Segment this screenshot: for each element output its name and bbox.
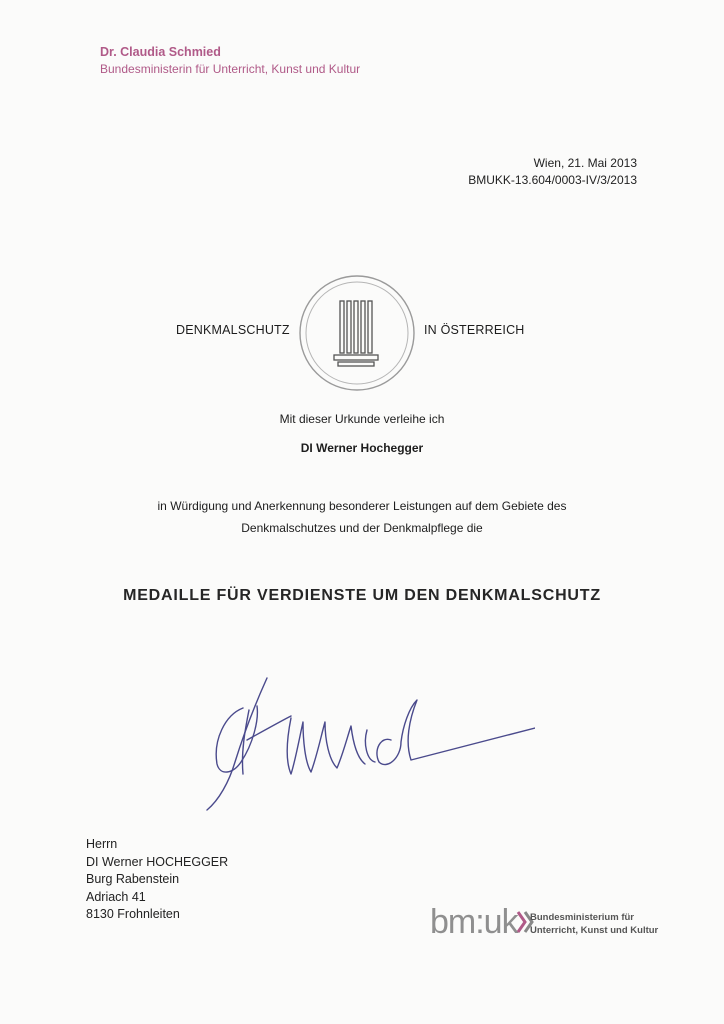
date-reference-block bbox=[468, 155, 637, 189]
recipient-name: DI Werner Hochegger bbox=[300, 441, 424, 455]
intro-text: Mit dieser Urkunde verleihe ich bbox=[279, 412, 445, 426]
recipient-address bbox=[86, 836, 228, 924]
ministry-logo bbox=[430, 902, 680, 942]
sender-title: Bundesministerin für Unterricht, Kunst und Kultur bbox=[100, 62, 361, 76]
monument-columns-icon bbox=[298, 274, 416, 392]
logo-line-1: Bundesministerium für bbox=[530, 912, 634, 923]
reason-text bbox=[0, 495, 724, 539]
award-title: MEDAILLE FÜR VERDIENSTE UM DEN DENKMALSCHUTZ bbox=[123, 587, 601, 604]
emblem-right-text: IN ÖSTERREICH bbox=[424, 323, 525, 337]
reason-line-1: in Würdigung und Anerkennung besonderer Leistungen auf dem Gebiete des bbox=[157, 499, 567, 513]
reason-line-2: Denkmalschutzes und der Denkmalpflege die bbox=[241, 521, 483, 535]
reference-number: BMUKK-13.604/0003-IV/3/2013 bbox=[468, 173, 637, 187]
address-city: 8130 Frohnleiten bbox=[86, 907, 180, 921]
address-name: DI Werner HOCHEGGER bbox=[86, 854, 229, 869]
address-salutation: Herrn bbox=[86, 837, 118, 851]
emblem-left-text: DENKMALSCHUTZ bbox=[176, 323, 290, 337]
sender-name: Dr. Claudia Schmied bbox=[100, 45, 221, 59]
address-place: Adriach 41 bbox=[86, 889, 146, 904]
logo-text bbox=[530, 912, 658, 937]
address-street: Burg Rabenstein bbox=[86, 872, 180, 886]
logo-mark: bm:uk bbox=[430, 903, 518, 941]
signature bbox=[195, 670, 535, 820]
issue-date: Wien, 21. Mai 2013 bbox=[533, 156, 637, 170]
logo-line-2: Unterricht, Kunst und Kultur bbox=[530, 924, 659, 936]
